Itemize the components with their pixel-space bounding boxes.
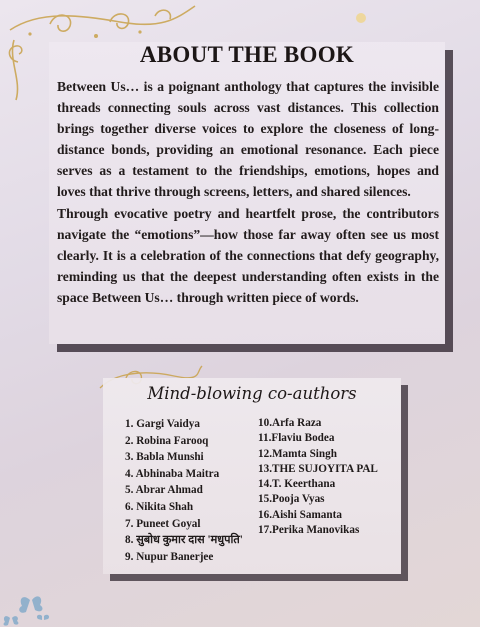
author-item: 12.Mamta Singh	[258, 447, 337, 460]
author-item: 1. Gargi Vaidya	[125, 418, 200, 430]
sparkle-icon	[353, 10, 369, 26]
author-item: 14.T. Keerthana	[258, 478, 336, 491]
author-item: 4. Abhinaba Maitra	[125, 467, 220, 480]
co-authors-card	[103, 378, 401, 574]
author-item: 5. Abrar Ahmad	[125, 484, 203, 497]
authors-column-2	[258, 416, 378, 538]
about-title: ABOUT THE BOOK	[139, 42, 355, 67]
author-item: 17.Perika Manovikas	[258, 524, 360, 537]
author-item: 9. Nupur Banerjee	[125, 550, 214, 563]
author-item: 6. Nikita Shah	[125, 500, 194, 513]
authors-column-1	[125, 416, 243, 565]
author-item: 16.Aishi Samanta	[258, 508, 342, 521]
author-item: 11.Flaviu Bodea	[258, 432, 335, 445]
butterfly-icon	[2, 592, 62, 627]
co-authors-title: Mind-blowing co-authors	[147, 384, 357, 403]
author-item: 7. Puneet Goyal	[125, 517, 201, 530]
author-item: 10.Arfa Raza	[258, 417, 322, 429]
about-paragraph-2: Through evocative poetry and heartfelt prose, the contributors navigate the “emotions”—how those far away often see us most clearly. It is a celebration of the connections that defy geography, reminding us that the deepest understanding often exists in the space Between Us… through written piece of words.	[57, 205, 439, 305]
author-item: 15.Pooja Vyas	[258, 493, 325, 506]
about-the-book-card	[49, 42, 445, 344]
about-paragraph-1: Between Us… is a poignant anthology that captures the invisible threads connecting souls across vast distances. This collection brings together diverse voices to explore the closeness of long-distance bonds, providing an emotional resonance. Each piece serves as a testament to the friendships, emotions, hopes and loves that thrive through screens, letters, and shared silences.	[57, 79, 439, 200]
author-item: 13.THE SUJOYITA PAL	[258, 462, 378, 475]
about-body	[57, 76, 439, 308]
author-item: 3. Babla Munshi	[125, 451, 204, 464]
author-item: 2. Robina Farooq	[125, 434, 209, 447]
author-item: 8. सुबोध कुमार दास 'मधुपति'	[125, 534, 243, 547]
